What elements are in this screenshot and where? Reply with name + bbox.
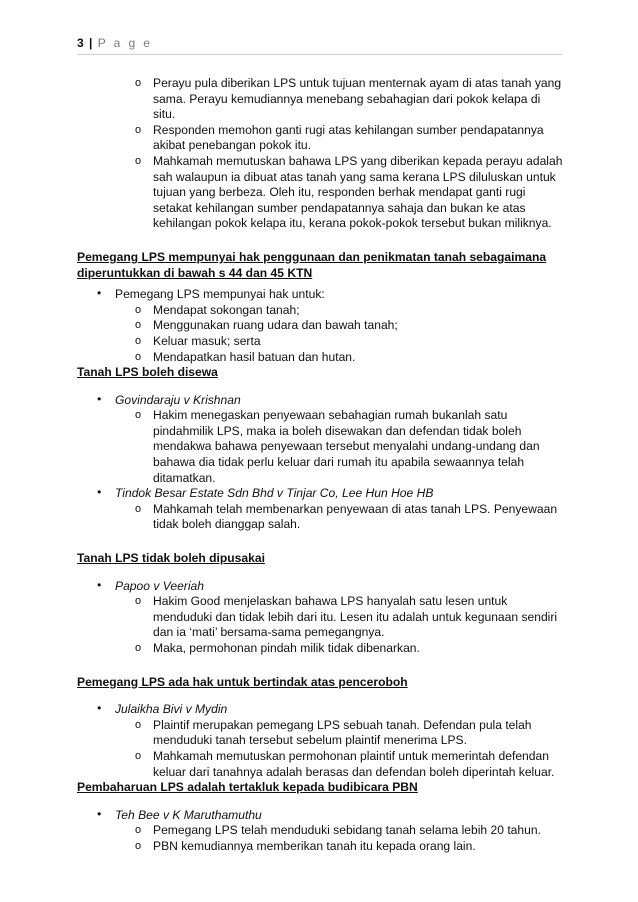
circle-bullet-icon: o [135, 749, 142, 762]
list-item-text: Pemegang LPS telah menduduki sebidang tanah selama lebih 20 tahun. [153, 823, 541, 838]
document-body [77, 76, 563, 855]
circle-bullet-icon: o [135, 303, 142, 316]
case-item [77, 808, 563, 824]
circle-bullet-icon: o [135, 824, 142, 837]
circle-bullet-icon: o [135, 350, 142, 363]
case-item [77, 393, 563, 409]
section-heading: Pemegang LPS mempunyai hak penggunaan dan penikmatan tanah sebagaimana diperuntukkan di bawah s 44 dan 45 KTN [77, 249, 547, 280]
list-item [77, 408, 563, 486]
case-name: Govindaraju v Krishnan [115, 392, 241, 407]
circle-bullet-icon: o [135, 77, 142, 89]
bullet-icon: • [97, 391, 102, 406]
list-item-text: Maka, permohonan pindah milik tidak dibenarkan. [153, 641, 420, 655]
list-item [77, 718, 563, 749]
bullet-icon: • [97, 485, 102, 500]
list-item-text: Keluar masuk; serta [153, 333, 261, 348]
section-heading: Pemegang LPS ada hak untuk bertindak atas penceroboh [77, 674, 408, 689]
circle-bullet-icon: o [135, 409, 142, 422]
section-heading: Pembaharuan LPS adalah tertakluk kepada budibicara PBN [77, 780, 418, 795]
case-item [77, 702, 563, 718]
case-name: Tindok Besar Estate Sdn Bhd v Tinjar Co, Lee Hun Hoe HB [115, 486, 434, 501]
list-item-text: PBN kemudiannya memberikan tanah itu kepada orang lain. [153, 838, 476, 853]
circle-bullet-icon: o [135, 334, 142, 347]
circle-bullet-icon: o [135, 718, 142, 731]
list-item [77, 154, 563, 232]
bullet-icon: • [97, 286, 102, 301]
case-name: Papoo v Veeriah [115, 578, 204, 593]
list-item [77, 594, 563, 641]
header-rule [77, 54, 562, 55]
list-item [77, 318, 563, 334]
list-item-text: Plaintif merupakan pemegang LPS sebuah tanah. Defendan pula telah menduduki tanah tersebut sebelum plaintif menerima LPS. [153, 717, 532, 748]
bullet-icon: • [97, 806, 102, 821]
page-word: P a g e [97, 36, 153, 50]
list-item-text: Hakim Good menjelaskan bahawa LPS hanyalah satu lesen untuk menduduki dan tidak lebih dari itu. Lesen itu adalah untuk kegunaan sendiri dan ia ‘mati’ bersama-sama pemegangnya. [153, 594, 558, 640]
circle-bullet-icon: o [135, 154, 142, 167]
circle-bullet-icon: o [135, 839, 142, 852]
list-item [77, 502, 563, 533]
header-separator: | [89, 36, 93, 50]
list-item-text: Mendapatkan hasil batuan dan hutan. [153, 349, 356, 364]
circle-bullet-icon: o [135, 319, 142, 332]
list-item [77, 76, 563, 123]
list-item-text: Responden memohon ganti rugi atas kehilangan sumber pendapatannya akibat penebangan pokok itu. [153, 122, 544, 153]
circle-bullet-icon: o [135, 595, 142, 608]
case-item [77, 486, 563, 502]
case-item [77, 579, 563, 595]
list-item [77, 641, 563, 657]
list-item-text: Mahkamah telah membenarkan penyewaan di atas tanah LPS. Penyewaan tidak boleh dianggap salah. [153, 501, 558, 532]
list-item [77, 334, 563, 350]
bullet-icon: • [97, 577, 102, 592]
list-item-text: Mahkamah memutuskan permohonan plaintif untuk memerintah defendan keluar dari tanahnya adalah berasas dan defendan boleh diperintah keluar. [153, 748, 555, 779]
page-number: 3 [77, 36, 84, 50]
list-item [77, 123, 563, 154]
list-item [77, 823, 563, 839]
bullet-text: Pemegang LPS mempunyai hak untuk: [115, 287, 325, 302]
list-item-text: Menggunakan ruang udara dan bawah tanah; [153, 318, 398, 333]
list-item-text: Mendapat sokongan tanah; [153, 302, 300, 317]
section-heading: Tanah LPS tidak boleh dipusakai [77, 551, 265, 566]
page-header [77, 36, 152, 50]
list-item [77, 839, 563, 855]
case-name: Teh Bee v K Maruthamuthu [115, 807, 262, 822]
list-item [77, 303, 563, 319]
case-name: Julaikha Bivi v Mydin [115, 702, 228, 717]
bullet-icon: • [97, 701, 102, 716]
circle-bullet-icon: o [135, 502, 142, 515]
bullet-item [77, 287, 563, 303]
list-item-text: Mahkamah memutuskan bahawa LPS yang diberikan kepada perayu adalah sah walaupun ia dibuat atas tanah yang sama kerana LPS diluluskan untuk tujuan yang berbeza. Oleh itu, responden berhak mendapat ganti rugi setakat kehilangan sumber pendapatannya sahaja dan bukan ke atas kehilangan pokok kelapa itu, kerana pokok-pokok tersebut bukan miliknya. [153, 153, 563, 231]
list-item [77, 749, 563, 780]
section-heading: Tanah LPS boleh disewa [77, 365, 218, 380]
list-item-text: Perayu pula diberikan LPS untuk tujuan menternak ayam di atas tanah yang sama. Perayu kemudiannya menebang sebahagian dari pokok kelapa di situ. [153, 76, 562, 122]
list-item-text: Hakim menegaskan penyewaan sebahagian rumah bukanlah satu pindahmilik LPS, maka ia boleh disewakan dan defendan tidak boleh mendakwa bahawa penyewaan tersebut menyalahi undang-undang dan bahawa dia tidak perlu keluar dari rumah itu apabila sewaannya telah ditamatkan. [153, 408, 540, 485]
circle-bullet-icon: o [135, 642, 142, 654]
circle-bullet-icon: o [135, 123, 142, 136]
list-item [77, 350, 563, 366]
